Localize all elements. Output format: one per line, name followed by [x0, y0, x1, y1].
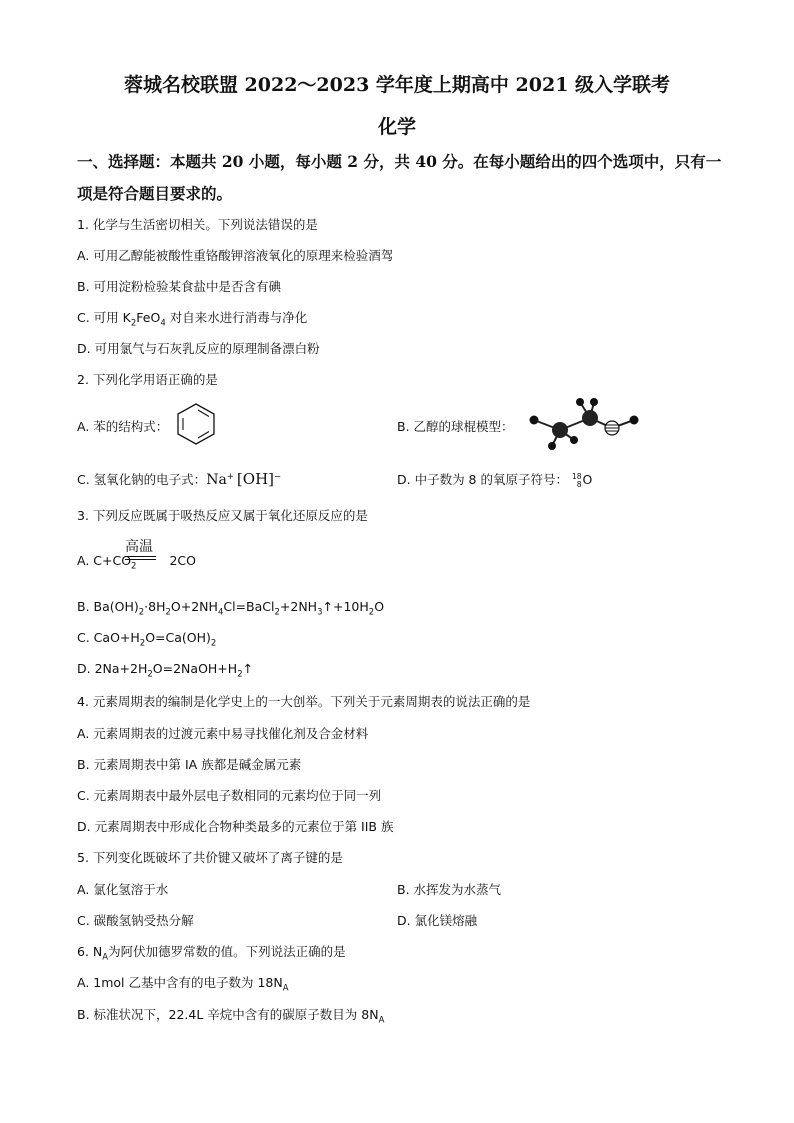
ethanol-ball-stick-image	[522, 396, 642, 450]
q3-option-a: A. $C+CO_2$ 2CO	[77, 553, 196, 572]
q3-reaction-condition: 高温	[125, 539, 153, 555]
q4-option-d: D. 元素周期表中形成化合物种类最多的元素位于第 IIB 族	[77, 819, 394, 834]
q2-option-c: C. 氢氧化钠的电子式：Na+ [OH]−	[77, 470, 282, 488]
q4-option-c: C. 元素周期表中最外层电子数相同的元素均位于同一列	[77, 788, 382, 803]
q1-option-d: D. 可用氯气与石灰乳反应的原理制备漂白粉	[77, 341, 320, 356]
section-heading-line1: 一、选择题：本题共 20 小题，每小题 2 分，共 40 分。在每小题给出的四个选项中，只有一	[77, 152, 722, 171]
atomic-number: 8	[576, 479, 582, 489]
subject-title: 化学	[377, 116, 416, 138]
section-heading-line2: 项是符合题目要求的。	[77, 184, 233, 203]
q2-option-d: D. 中子数为 8 的氧原子符号： 18 8O	[397, 471, 593, 489]
q5-option-c: C. 碳酸氢钠受热分解	[77, 913, 194, 928]
q6-stem: 6. $N_A$为阿伏加德罗常数的值。下列说法正确的是	[77, 944, 346, 963]
q4-stem: 4. 元素周期表的编制是化学史上的一大创举。下列关于元素周期表的说法正确的是	[77, 694, 531, 709]
q3-option-d: D. $2Na+2H_2O=2NaOH+H_2↑$	[77, 661, 254, 680]
q3-option-b: B. $Ba(OH)_2\cdot 8H_2O+2NH_4Cl=BaCl_2+2NH_3↑+10H_2O$	[77, 599, 385, 618]
q3-option-c: C. $CaO+H_2O=Ca(OH)_2$	[77, 630, 217, 649]
q1-stem: 1. 化学与生活密切相关。下列说法错误的是	[77, 217, 318, 232]
q4-option-a: A. 元素周期表的过渡元素中易寻找催化剂及合金材料	[77, 726, 369, 741]
q5-stem: 5. 下列变化既破坏了共价键又破坏了离子键的是	[77, 850, 343, 865]
q2-option-a: A. 苯的结构式：	[77, 419, 169, 434]
q3-stem: 3. 下列反应既属于吸热反应又属于氧化还原反应的是	[77, 508, 368, 523]
q1-option-b: B. 可用淀粉检验某食盐中是否含有碘	[77, 279, 282, 294]
q2-option-b: B. 乙醇的球棍模型：	[397, 419, 514, 434]
q4-option-b: B. 元素周期表中第 IA 族都是碱金属元素	[77, 757, 302, 772]
q5-option-b: B. 水挥发为水蒸气	[397, 882, 502, 897]
benzene-structure-image	[174, 401, 218, 447]
q6-option-b: B. 标准状况下，22.4L 辛烷中含有的碳原子数目为 $8N_A$	[77, 1007, 385, 1026]
q6-option-a: A. 1mol 乙基中含有的电子数为 $18N_A$	[77, 975, 289, 994]
q5-option-a: A. 氯化氢溶于水	[77, 882, 169, 897]
q2-stem: 2. 下列化学用语正确的是	[77, 372, 218, 387]
mass-number: 18	[571, 471, 582, 481]
q5-option-d: D. 氯化镁熔融	[397, 913, 478, 928]
exam-title: 蓉城名校联盟 2022～2023 学年度上期高中 2021 级入学联考	[123, 74, 671, 96]
q1-option-a: A. 可用乙醇能被酸性重铬酸钾溶液氧化的原理来检验酒驾	[77, 248, 394, 263]
q1-option-c: C. 可用 $K_2FeO_4$ 对自来水进行消毒与净化	[77, 310, 308, 329]
